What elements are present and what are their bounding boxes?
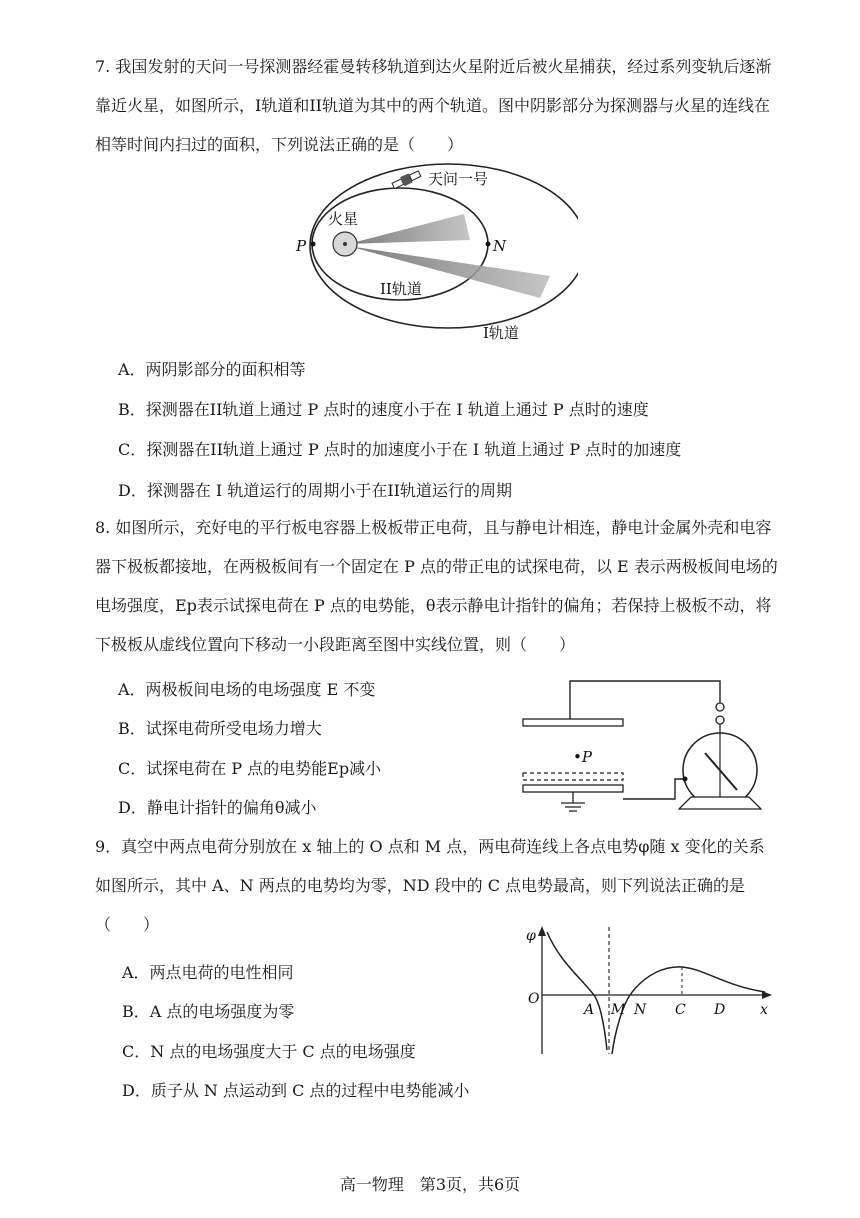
q7-option-a: A．两阴影部分的面积相等 [118,360,306,379]
question-7-stem: 7. 我国发射的天问一号探测器经霍曼转移轨道到达火星附近后被火星捕获，经过系列变轨后逐渐靠近火星，如图所示，I轨道和II轨道为其中的两个轨道。图中阴影部分为探测器与火星的连线在相等时间内扫过的面积，下列说法正确的是（ ） [95,57,772,154]
q9-option-b: B．A 点的电场强度为零 [122,1002,295,1021]
mars-label: 火星 [328,210,359,228]
label-d: D [714,1002,726,1018]
probe-label: 天问一号 [428,170,489,188]
x-axis-label: x [760,1002,768,1018]
shaded-area-upper [348,214,470,244]
q7-option-d: D．探测器在 I 轨道运行的周期小于在II轨道运行的周期 [118,481,512,500]
q7-option-b: B．探测器在II轨道上通过 P 点时的速度小于在 I 轨道上通过 P 点时的速度 [118,400,649,419]
q8-option-c: C．试探电荷在 P 点的电势能Ep减小 [118,759,382,778]
electrometer [679,703,761,809]
q8-option-b: B．试探电荷所受电场力增大 [118,719,322,738]
point-p [311,242,316,247]
label-n: N [634,1002,647,1018]
p-label: P [296,237,307,255]
q8-option-d: D．静电计指针的偏角θ减小 [118,798,317,817]
orbit-figure [288,162,578,352]
lower-plate-dashed [523,773,623,780]
label-c: C [675,1002,686,1018]
question-8-stem: 8. 如图所示，充好电的平行板电容器上极板带正电荷，且与静电计相连，静电计金属外壳和电容器下极板都接地，在两极板间有一个固定在 P 点的带正电的试探电荷，以 E 表示两极板间电场的电场强度，Ep表示试探电荷在 P 点的电势能，θ表示静电计指针的偏角；若保持上极板不动，将下极板从虚线位置向下移动一小段距离至图中实线位置，则（ ） [95,518,778,654]
upper-plate [523,719,623,726]
label-a: A [584,1002,595,1018]
phi-axis-label: φ [526,928,536,944]
orbit1-label: I轨道 [483,324,519,342]
capacitor-figure [515,675,775,820]
curve-left [547,932,607,1050]
potential-graph [520,922,780,1062]
label-o: O [528,991,540,1007]
question-9-stem: 9．真空中两点电荷分别放在 x 轴上的 O 点和 M 点，两电荷连线上各点电势φ随 x 变化的关系如图所示，其中 A、N 两点的电势均为零，ND 段中的 C 点电势最高，则下列说法正确的是（ ） [95,837,765,934]
q8-option-a: A．两极板间电场的电场强度 E 不变 [118,680,376,699]
lower-plate [523,785,623,792]
q9-option-a: A．两点电荷的电性相同 [122,963,294,982]
probe-icon [391,169,422,190]
label-m: M [611,1002,626,1018]
q9-option-d: D．质子从 N 点运动到 C 点的过程中电势能减小 [122,1081,470,1100]
n-label: N [493,237,507,255]
q9-option-c: C．N 点的电场强度大于 C 点的电场强度 [122,1042,416,1061]
point-n [486,242,491,247]
page-footer: 高一物理 第3页，共6页 [339,1175,521,1194]
p-charge-label: •P [573,748,592,766]
q7-option-c: C．探测器在II轨道上通过 P 点时的加速度小于在 I 轨道上通过 P 点时的加速度 [118,440,682,459]
orbit2-label: II轨道 [380,280,422,298]
